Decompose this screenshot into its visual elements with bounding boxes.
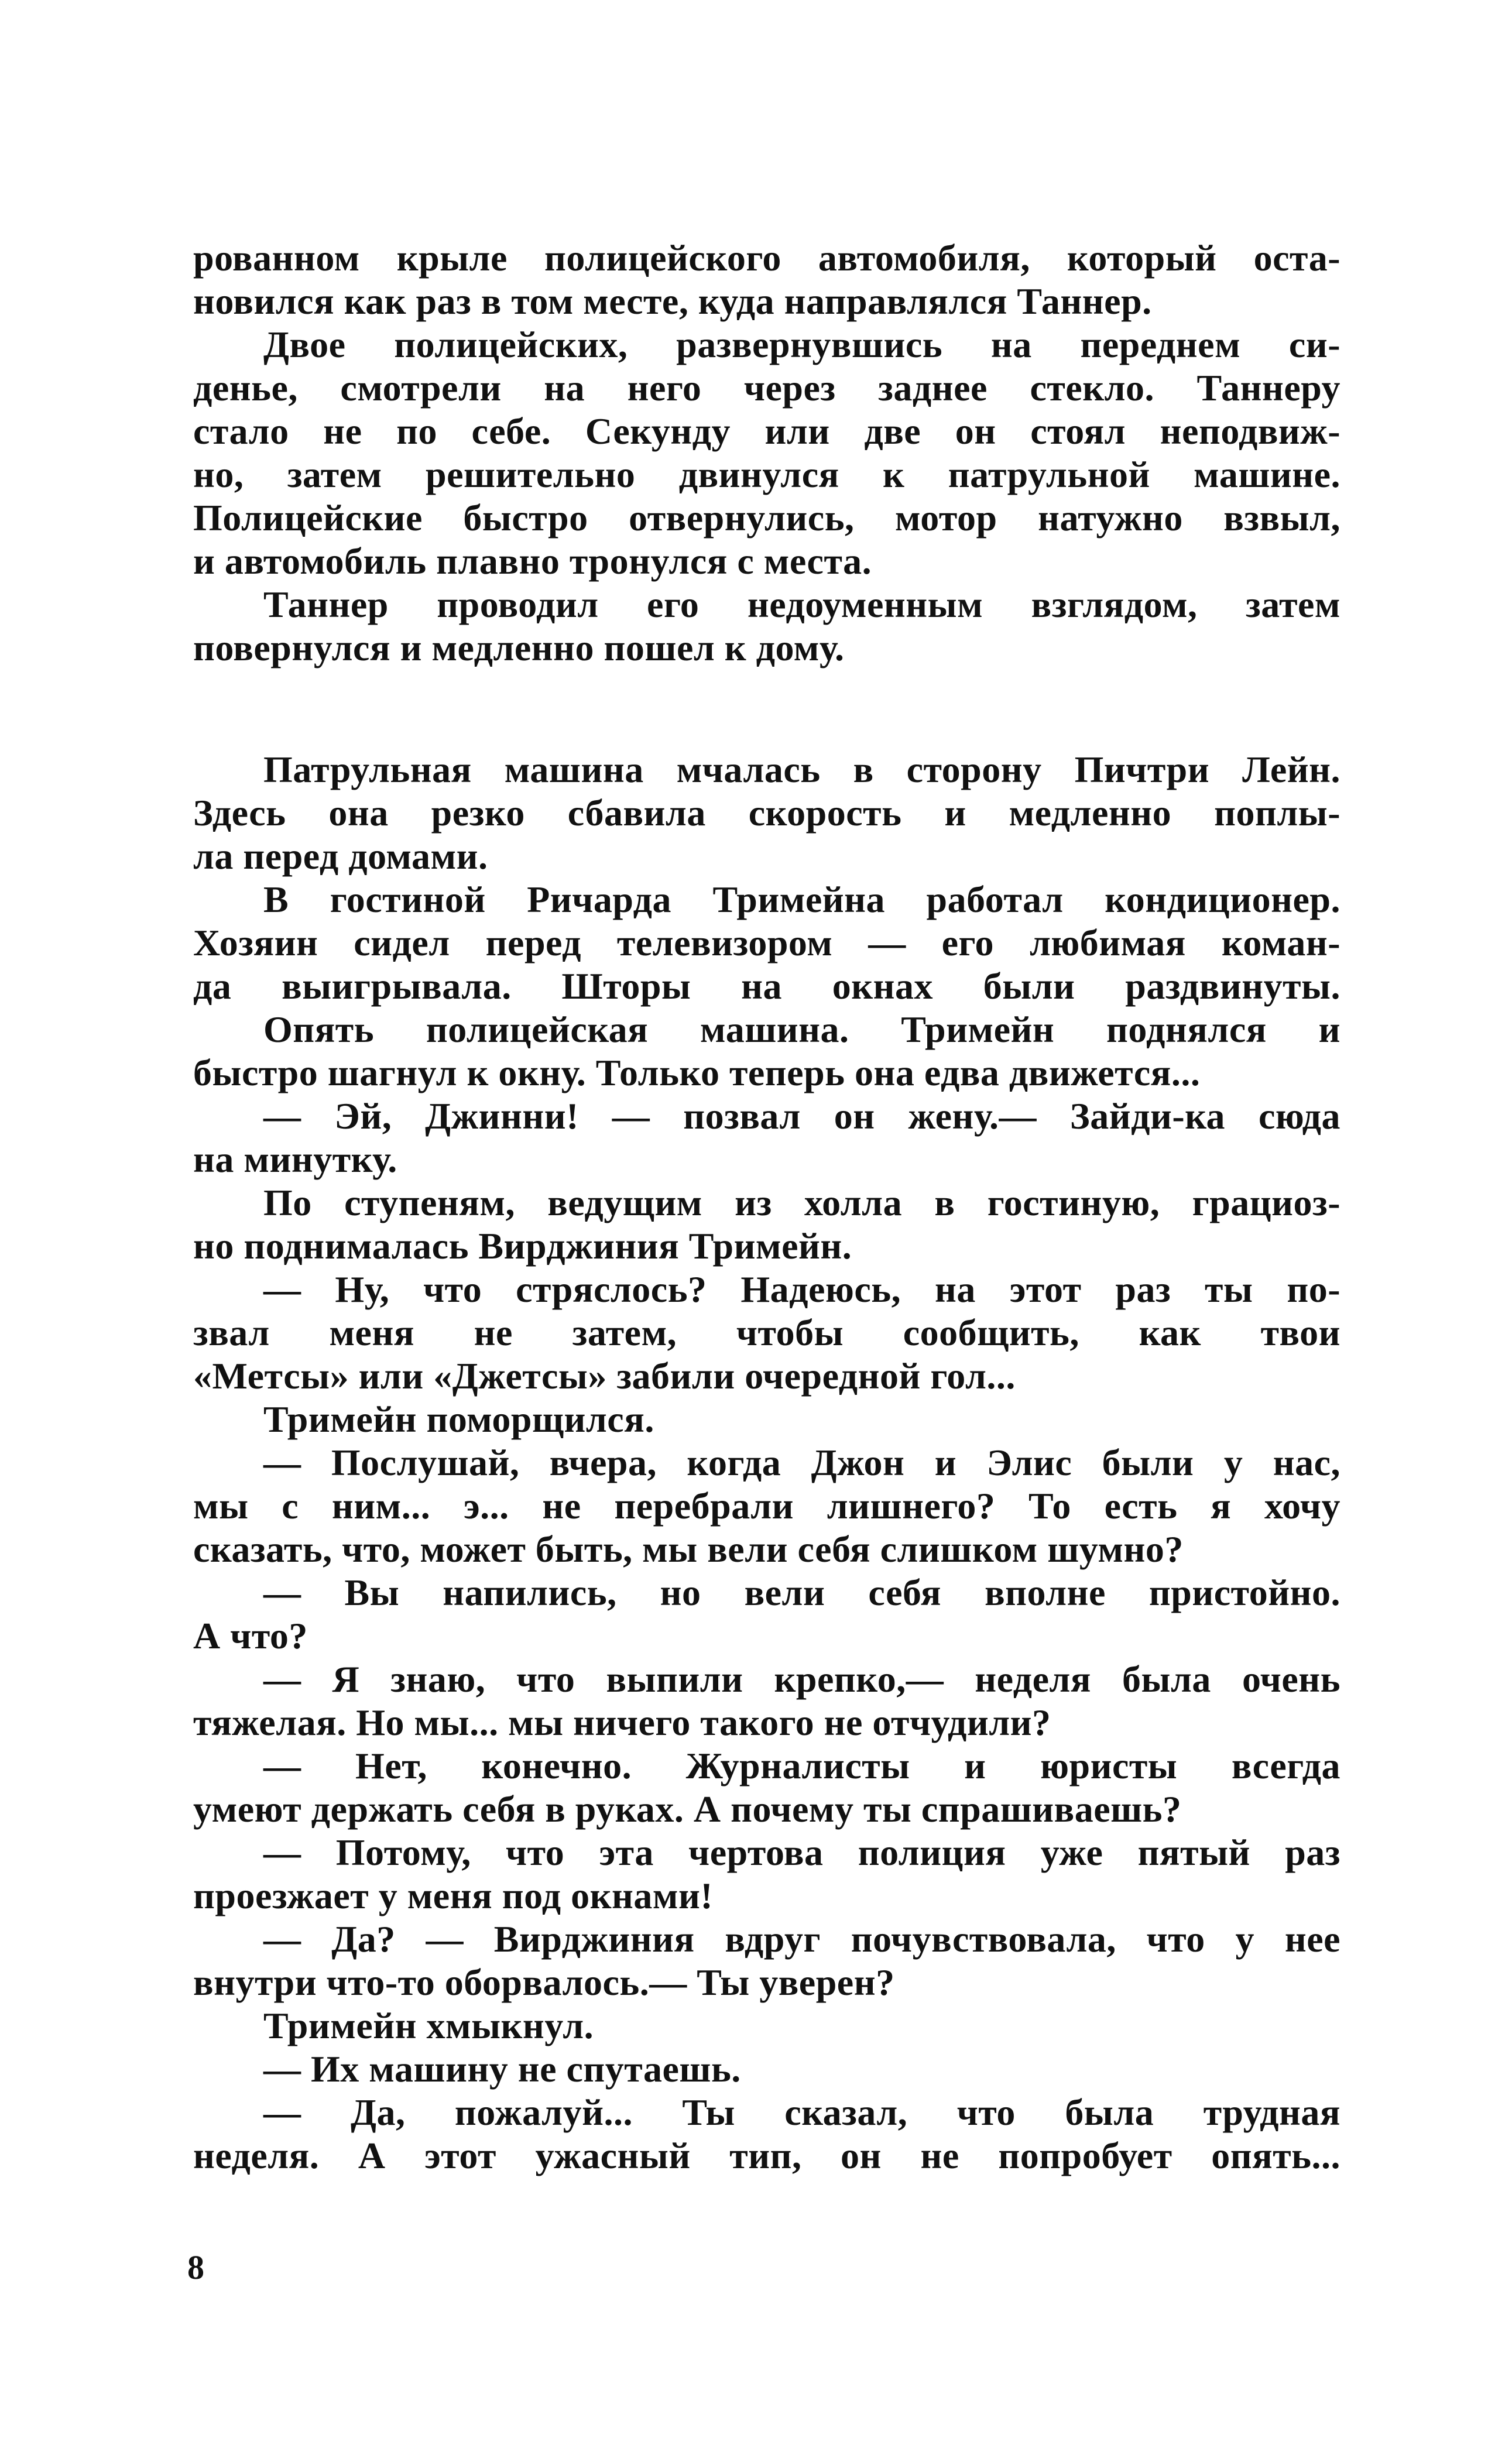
- section2-text-line: внутри что-то оборвалось.— Ты уверен?: [193, 1962, 895, 2003]
- section1-text-line: Двое полицейских, развернувшись на переднем си-: [263, 324, 1340, 365]
- section2-text-line: А что?: [193, 1615, 308, 1657]
- section2-text-line: на минутку.: [193, 1139, 397, 1180]
- section2-text-line: да выигрывала. Шторы на окнах были раздвинуты.: [193, 965, 1340, 1007]
- section1-text-line: стало не по себе. Секунду или две он стоял неподвиж-: [193, 410, 1340, 452]
- section2-text-line: ла перед домами.: [193, 835, 488, 877]
- section2-text-line: но поднималась Вирджиния Тримейн.: [193, 1225, 852, 1267]
- page-number: 8: [187, 2248, 204, 2286]
- section2-text-line: Здесь она резко сбавила скорость и медленно поплы-: [193, 792, 1340, 834]
- section2-text-line: звал меня не затем, чтобы сообщить, как твои: [193, 1312, 1340, 1353]
- section2-text-line: — Да, пожалуй... Ты сказал, что была трудная: [263, 2091, 1340, 2133]
- section2-text-line: сказать, что, может быть, мы вели себя слишком шумно?: [193, 1528, 1184, 1570]
- section2-text-line: Тримейн поморщился.: [263, 1398, 654, 1440]
- section2-text-line: «Метсы» или «Джетсы» забили очередной гол...: [193, 1355, 1016, 1397]
- section1-text-line: рованном крыле полицейского автомобиля, который оста-: [193, 237, 1340, 279]
- section1-text-line: но, затем решительно двинулся к патрульной машине.: [193, 454, 1340, 495]
- section2-text-line: тяжелая. Но мы... мы ничего такого не отчудили?: [193, 1702, 1051, 1743]
- section2-text-line: Хозяин сидел перед телевизором — его любимая коман-: [193, 922, 1340, 963]
- section2-text-line: — Послушай, вчера, когда Джон и Элис были у нас,: [263, 1442, 1340, 1483]
- section2-text-line: — Да? — Вирджиния вдруг почувствовала, что у нее: [263, 1918, 1340, 1960]
- section2-text-line: По ступеням, ведущим из холла в гостиную, грациоз-: [263, 1182, 1340, 1223]
- section1-text-line: Таннер проводил его недоуменным взглядом, затем: [263, 584, 1340, 625]
- section2-text-line: — Я знаю, что выпили крепко,— неделя была очень: [263, 1658, 1340, 1700]
- section2-text-line: проезжает у меня под окнами!: [193, 1875, 714, 1916]
- section2-text-line: Тримейн хмыкнул.: [263, 2005, 594, 2046]
- section1-text-line: Полицейские быстро отвернулись, мотор натужно взвыл,: [193, 497, 1340, 539]
- section2-text-line: В гостиной Ричарда Тримейна работал кондиционер.: [263, 879, 1340, 920]
- section2-text-line: Опять полицейская машина. Тримейн поднялся и: [263, 1009, 1340, 1050]
- section2-text-line: — Нет, конечно. Журналисты и юристы всегда: [263, 1745, 1340, 1787]
- section1-text-line: и автомобиль плавно тронулся с места.: [193, 540, 872, 582]
- section1-text-line: повернулся и медленно пошел к дому.: [193, 627, 845, 668]
- section2-text-line: — Вы напились, но вели себя вполне пристойно.: [263, 1572, 1340, 1613]
- section2-text-line: быстро шагнул к окну. Только теперь она едва движется...: [193, 1052, 1201, 1093]
- section2-text-line: — Их машину не спутаешь.: [263, 2048, 741, 2090]
- section2-text-line: Патрульная машина мчалась в сторону Пичтри Лейн.: [263, 749, 1340, 790]
- section2-text-line: неделя. А этот ужасный тип, он не попробует опять...: [193, 2135, 1340, 2176]
- section2-text-line: — Ну, что стряслось? Надеюсь, на этот раз ты по-: [263, 1268, 1340, 1310]
- section2-text-line: — Эй, Джинни! — позвал он жену.— Зайди-ка сюда: [263, 1095, 1340, 1137]
- section1-text-line: новился как раз в том месте, куда направлялся Таннер.: [193, 280, 1152, 322]
- section1-text-line: денье, смотрели на него через заднее стекло. Таннеру: [193, 367, 1340, 409]
- section2-text-line: умеют держать себя в руках. А почему ты спрашиваешь?: [193, 1788, 1182, 1830]
- section-break: [193, 670, 1340, 748]
- text-column: [193, 236, 1340, 2178]
- section2-text-line: мы с ним... э... не перебрали лишнего? То есть я хочу: [193, 1485, 1340, 1527]
- section2-text-line: — Потому, что эта чертова полиция уже пятый раз: [263, 1832, 1340, 1873]
